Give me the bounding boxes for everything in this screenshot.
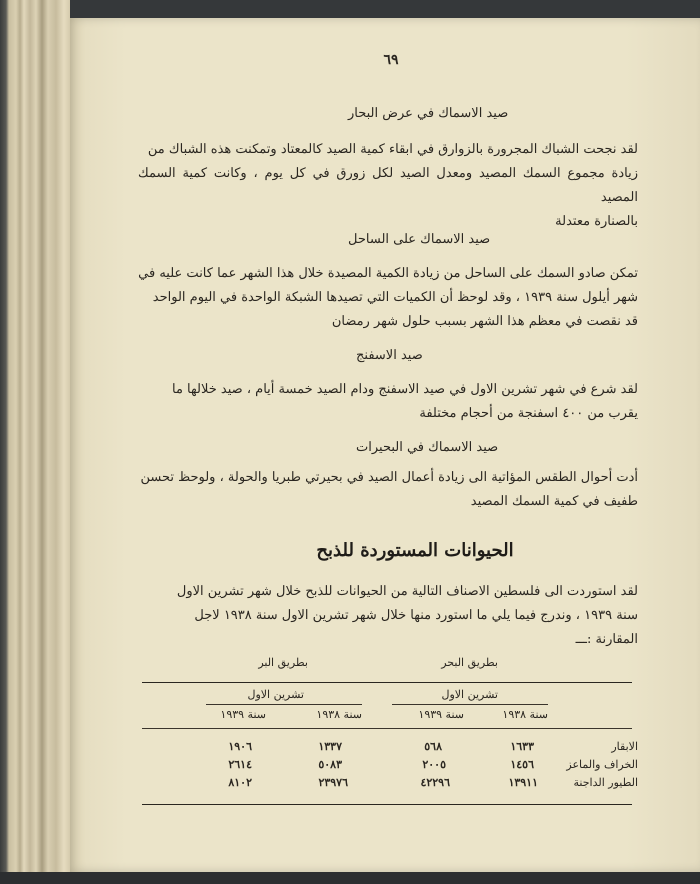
page-number: ٦٩ xyxy=(383,52,399,68)
subheader-rule-land xyxy=(206,704,362,705)
cell-sheep-sea-1939: ٢٠٠٥ xyxy=(422,758,446,771)
cell-sheep-land-1939: ٢٦١٤ xyxy=(228,758,252,771)
section-heading-open-sea: صيد الاسماك في عرض البحار xyxy=(348,106,509,121)
column-sea-1938: سنة ١٩٣٨ xyxy=(502,708,548,721)
animals-import-table xyxy=(142,648,638,810)
column-group-land: بطريق البر xyxy=(258,656,308,669)
paragraph-line: قد نقصت في معظم هذا الشهر بسبب حلول شهر رمضان xyxy=(331,314,638,329)
book-top-edge xyxy=(0,0,700,18)
cell-poultry-sea-1939: ٤٢٢٩٦ xyxy=(420,776,450,789)
paragraph-line: يقرب من ٤٠٠ اسفنجة من أحجام مختلفة xyxy=(419,406,638,421)
row-label-poultry: الطيور الداجنة xyxy=(573,776,638,789)
cell-cattle-land-1938: ١٣٣٧ xyxy=(318,740,342,753)
cell-cattle-sea-1939: ٥٦٨ xyxy=(424,740,442,753)
paragraph-line: زيادة مجموع السمك المصيد ومعدل الصيد لكل زورق في كل يوم ، وكانت كمية السمك المصيد xyxy=(138,166,638,205)
cell-sheep-land-1938: ٥٠٨٣ xyxy=(318,758,342,771)
subheader-rule-sea xyxy=(392,704,548,705)
paragraph-line: المقارنة :ـــ xyxy=(575,632,638,647)
animals-heading: الحيوانات المستوردة للذبح xyxy=(316,540,514,561)
paragraph-line: بالصنارة معتدلة xyxy=(555,214,638,229)
table-header-rule xyxy=(142,728,632,729)
table-bottom-rule xyxy=(142,804,632,805)
animals-paragraph xyxy=(138,580,638,652)
section-heading-lakes: صيد الاسماك في البحيرات xyxy=(356,440,499,455)
cell-poultry-land-1939: ٨١٠٢ xyxy=(228,776,252,789)
cell-cattle-sea-1938: ١٦٣٣ xyxy=(510,740,534,753)
column-month-land: تشرين الاول xyxy=(247,688,304,701)
cell-poultry-land-1938: ٢٣٩٧٦ xyxy=(318,776,348,789)
row-label-cattle: الابقار xyxy=(611,740,638,753)
paragraph-line: لقد شرع في شهر تشرين الاول في صيد الاسفنج ودام الصيد خمسة أيام ، صيد خلالها ما xyxy=(172,382,638,397)
book-bottom-edge xyxy=(0,872,700,884)
paragraph-line: تمكن صادو السمك على الساحل من زيادة الكمية المصيدة خلال هذا الشهر عما كانت عليه في xyxy=(138,266,638,281)
cell-sheep-sea-1938: ١٤٥٦ xyxy=(510,758,534,771)
paragraph-line: شهر أيلول سنة ١٩٣٩ ، وقد لوحظ أن الكميات التي تصيدها الشبكة الواحدة في اليوم الواحد xyxy=(152,290,638,305)
cell-cattle-land-1939: ١٩٠٦ xyxy=(228,740,252,753)
section-paragraph-coast xyxy=(138,262,638,334)
column-sea-1939: سنة ١٩٣٩ xyxy=(418,708,464,721)
section-paragraph-lakes xyxy=(138,466,638,514)
column-group-sea: بطريق البحر xyxy=(441,656,498,669)
paragraph-line: سنة ١٩٣٩ ، وندرج فيما يلي ما استورد منها خلال شهر تشرين الاول سنة ١٩٣٨ لاجل xyxy=(194,608,638,623)
paragraph-line: لقد نجحت الشباك المجرورة بالزوارق في ابقاء كمية الصيد كالمعتاد وتمكنت هذه الشباك من xyxy=(147,142,638,157)
row-label-sheep-goats: الخراف والماعز xyxy=(566,758,638,771)
column-land-1938: سنة ١٩٣٨ xyxy=(316,708,362,721)
cell-poultry-sea-1938: ١٣٩١١ xyxy=(508,776,538,789)
table-top-rule xyxy=(142,682,632,683)
section-heading-coast: صيد الاسماك على الساحل xyxy=(348,232,491,247)
paragraph-line: أدت أحوال الطقس المؤاتية الى زيادة أعمال الصيد في بحيرتي طبريا والحولة ، ولوحظ تحسن xyxy=(140,470,638,485)
paragraph-line: طفيف في كمية السمك المصيد xyxy=(470,494,638,509)
book-spine-edges xyxy=(0,0,70,884)
column-land-1939: سنة ١٩٣٩ xyxy=(220,708,266,721)
section-paragraph-sponge xyxy=(138,378,638,426)
section-heading-sponge: صيد الاسفنج xyxy=(356,348,423,363)
paragraph-line: لقد استوردت الى فلسطين الاصناف التالية من الحيوانات للذبح خلال شهر تشرين الاول xyxy=(176,584,638,599)
column-month-sea: تشرين الاول xyxy=(441,688,498,701)
section-paragraph-open-sea xyxy=(138,138,638,234)
